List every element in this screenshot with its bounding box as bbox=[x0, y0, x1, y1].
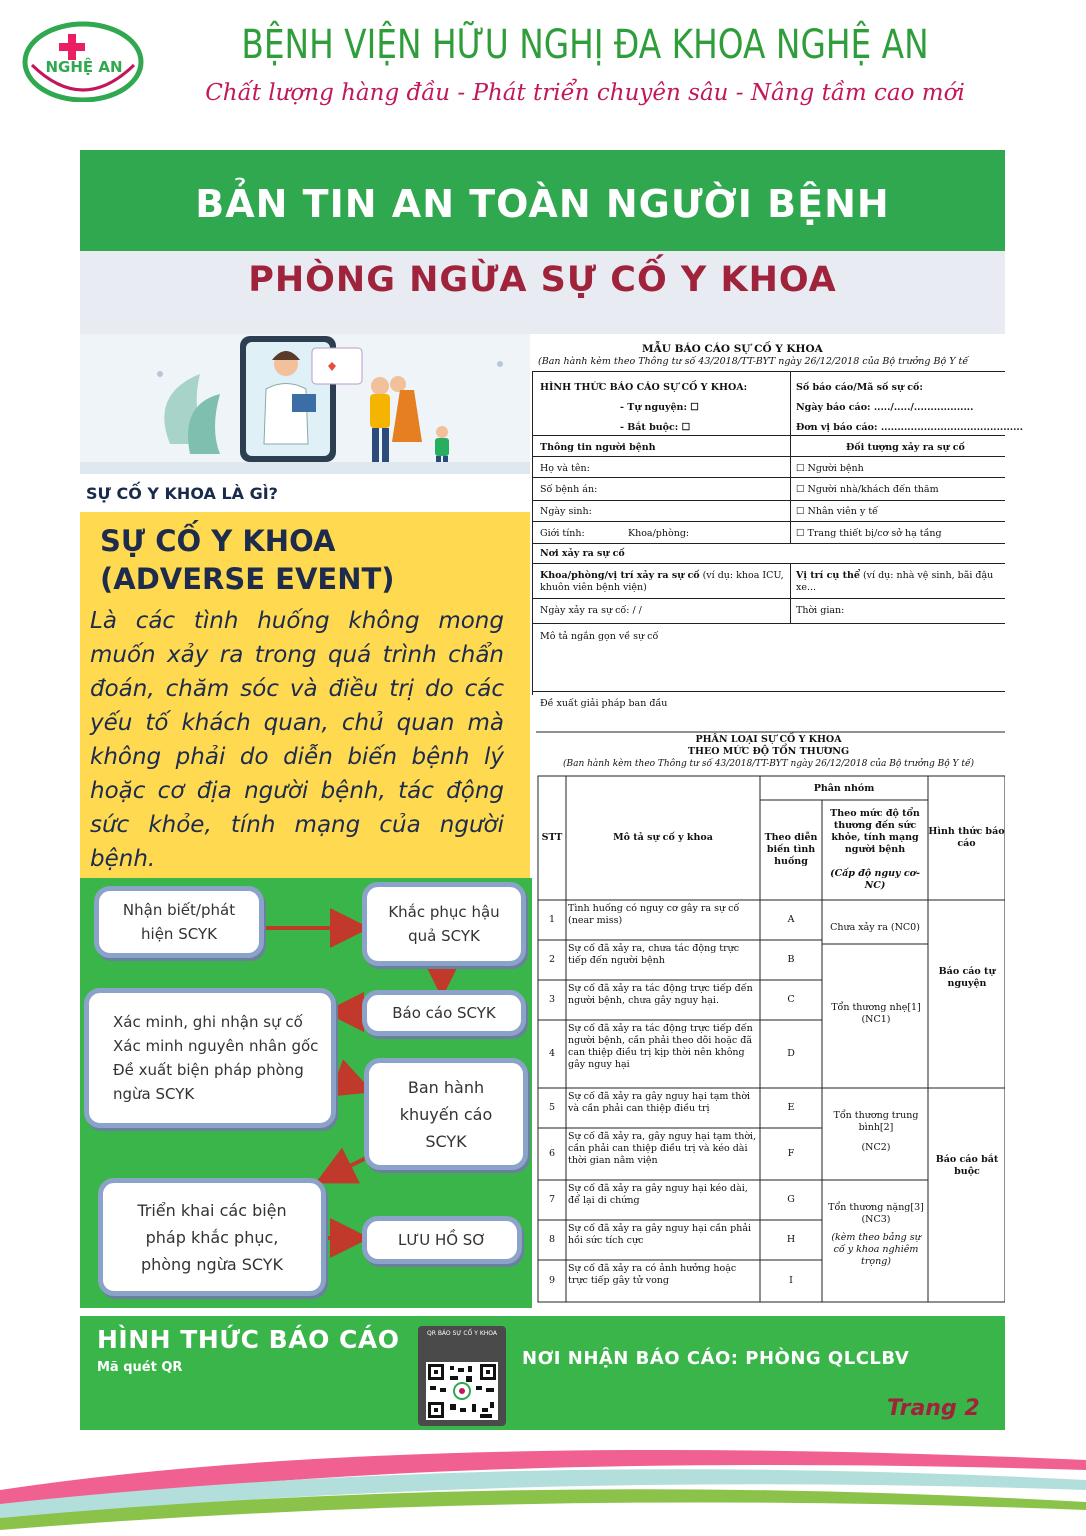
risk-nc1: Tổn thương nhẹ[1] (NC1) bbox=[831, 1002, 921, 1025]
definition-title-line2: (ADVERSE EVENT) bbox=[100, 562, 395, 596]
row-code: F bbox=[787, 1148, 795, 1159]
qr-code[interactable] bbox=[426, 1362, 498, 1420]
row-description: Sự cố đã xảy ra, gây nguy hại tạm thời, cần phải can thiệp điều trị và kéo dài thời gian nằm viện bbox=[568, 1131, 757, 1166]
row-stt: 2 bbox=[548, 954, 556, 965]
report-date-label: Ngày báo cáo: ...../...../.................. bbox=[796, 402, 974, 413]
row-stt: 4 bbox=[548, 1048, 556, 1059]
birth-date-label: Ngày sinh: bbox=[540, 506, 592, 517]
row-description: Tình huống có nguy cơ gây ra sự cố (near miss) bbox=[568, 903, 740, 926]
row-description: Sự cố đã xảy ra tác động trực tiếp đến người bệnh, chưa gây nguy hại. bbox=[568, 983, 753, 1006]
col-description-header: Mô tả sự cố y khoa bbox=[613, 832, 713, 843]
report-number-label: Số báo cáo/Mã số sự cố: bbox=[796, 382, 923, 393]
patient-info-header: Thông tin người bệnh bbox=[540, 442, 656, 453]
risk-nc2-code: (NC2) bbox=[861, 1142, 891, 1153]
flow-step-implement: Triển khai các biện pháp khắc phục, phòng ngừa SCYK bbox=[98, 1178, 326, 1296]
col-report-type-header: Hình thức báo cáo bbox=[928, 826, 1005, 849]
flow-step-detect: Nhận biết/phát hiện SCYK bbox=[94, 886, 264, 958]
qr-caption: QR BÁO SỰ CỐ Y KHOA bbox=[427, 1330, 497, 1337]
row-stt: 6 bbox=[548, 1148, 556, 1159]
party-visitor-checkbox: ☐ Người nhà/khách đến thăm bbox=[796, 484, 939, 495]
gender-label: Giới tính: bbox=[540, 528, 585, 539]
row-code: I bbox=[789, 1275, 793, 1286]
row-stt: 7 bbox=[548, 1194, 556, 1205]
flow-step-verify: Xác minh, ghi nhận sự cố Xác minh nguyên nhân gốc Đề xuất biện pháp phòng ngừa SCYK bbox=[84, 988, 336, 1128]
incident-date-label: Ngày xảy ra sự cố: / / bbox=[540, 605, 642, 616]
bulletin-subtitle: PHÒNG NGỪA SỰ CỐ Y KHOA bbox=[248, 260, 837, 300]
row-description: Sự cố đã xảy ra gây nguy hại tạm thời và cần phải can thiệp điều trị bbox=[568, 1091, 751, 1114]
svg-text:NGHỆ AN: NGHỆ AN bbox=[45, 58, 123, 76]
report-receiver: NƠI NHẬN BÁO CÁO: PHÒNG QLCLBV bbox=[522, 1348, 910, 1369]
row-stt: 5 bbox=[548, 1102, 556, 1113]
bulletin-title: BẢN TIN AN TOÀN NGƯỜI BỆNH bbox=[195, 182, 890, 226]
col-severity-header: Theo mức độ tổn thương đến sức khỏe, tính mạng người bệnh bbox=[830, 808, 920, 855]
party-patient-checkbox: ☐ Người bệnh bbox=[796, 463, 864, 474]
col-group-header: Phân nhóm bbox=[813, 783, 875, 794]
row-code: E bbox=[787, 1102, 795, 1113]
report-voluntary: Báo cáo tự nguyện bbox=[938, 966, 996, 989]
classify-subtitle: (Ban hành kèm theo Thông tư số 43/2018/TT-BYT ngày 26/12/2018 của Bộ trưởng Bộ Y tế) bbox=[562, 759, 975, 769]
hospital-name: BỆNH VIỆN HỮU NGHỊ ĐA KHOA NGHỆ AN bbox=[241, 22, 929, 68]
incident-report-form bbox=[532, 334, 1024, 1308]
form-title: MẪU BÁO CÁO SỰ CỐ Y KHOA bbox=[642, 343, 823, 355]
qr-scan-label: Mã quét QR bbox=[97, 1360, 183, 1375]
incident-location-label: Khoa/phòng/vị trí xảy ra sự cố (ví dụ: khoa ICU, khuôn viên bệnh viện) bbox=[540, 570, 784, 593]
row-code: C bbox=[787, 994, 795, 1005]
voluntary-option: - Tự nguyện: ☐ bbox=[620, 402, 699, 413]
row-code: H bbox=[786, 1234, 796, 1245]
mandatory-option: - Bắt buộc: ☐ bbox=[620, 422, 691, 433]
party-equipment-checkbox: ☐ Trang thiết bị/cơ sở hạ tầng bbox=[796, 528, 942, 539]
page-number: Trang 2 bbox=[887, 1396, 980, 1421]
col-stt-header: STT bbox=[541, 832, 563, 843]
row-description: Sự cố đã xảy ra, chưa tác động trực tiếp đến người bệnh bbox=[568, 943, 740, 966]
row-stt: 1 bbox=[548, 914, 556, 925]
risk-nc0: Chưa xảy ra (NC0) bbox=[830, 922, 920, 933]
flow-step-archive: LƯU HỒ SƠ bbox=[362, 1216, 522, 1264]
telemedicine-illustration bbox=[80, 334, 530, 474]
report-unit-label: Đơn vị báo cáo: ........................................... bbox=[796, 422, 1024, 433]
risk-nc2-label: Tổn thương trung bình[2] bbox=[833, 1110, 919, 1133]
record-number-label: Số bệnh án: bbox=[540, 484, 598, 495]
report-method-title: HÌNH THỨC BÁO CÁO bbox=[97, 1325, 400, 1354]
incident-time-label: Thời gian: bbox=[796, 605, 845, 616]
row-code: B bbox=[787, 954, 795, 965]
reporting-flowchart bbox=[80, 878, 532, 1308]
affected-party-header: Đối tượng xảy ra sự cố bbox=[846, 442, 965, 453]
incident-spot-label: Vị trí cụ thể (ví dụ: nhà vệ sinh, bãi đậu xe... bbox=[796, 570, 994, 593]
hospital-slogan: Chất lượng hàng đầu - Phát triển chuyên sâu - Nâng tầm cao mới bbox=[205, 80, 965, 106]
department-label: Khoa/phòng: bbox=[628, 528, 690, 539]
classify-title-1: PHÂN LOẠI SỰ CỐ Y KHOA bbox=[695, 734, 842, 745]
col-progress-header: Theo diễn biến tình huống bbox=[764, 832, 818, 867]
definition-body: Là các tình huống không mong muốn xảy ra trong quá trình chẩn đoán, chăm sóc và điều trị do các yếu tố khách quan, chủ quan mà không phải do diễn biến bệnh lý hoặc cơ địa người bệnh, tác động sức khỏe, tính mạng của người bệnh. bbox=[90, 608, 504, 872]
risk-nc3: Tổn thương nặng[3] (NC3) bbox=[828, 1202, 924, 1225]
form-subtitle: (Ban hành kèm theo Thông tư số 43/2018/TT-BYT ngày 26/12/2018 của Bộ trưởng Bộ Y tế bbox=[538, 356, 969, 367]
flow-step-remedy: Khắc phục hậu quả SCYK bbox=[362, 882, 526, 966]
hospital-logo bbox=[22, 20, 144, 102]
row-code: A bbox=[787, 914, 795, 925]
incident-description-label: Mô tả ngắn gọn về sự cố bbox=[540, 631, 659, 642]
flow-step-report: Báo cáo SCYK bbox=[362, 990, 526, 1036]
definition-question: SỰ CỐ Y KHOA LÀ GÌ? bbox=[86, 484, 278, 503]
report-mandatory: Báo cáo bắt buộc bbox=[935, 1154, 999, 1177]
report-type-label: HÌNH THỨC BÁO CÁO SỰ CỐ Y KHOA: bbox=[540, 382, 748, 393]
party-staff-checkbox: ☐ Nhân viên y tế bbox=[796, 506, 878, 517]
row-stt: 9 bbox=[548, 1275, 556, 1286]
row-description: Sự cố đã xảy ra có ảnh hưởng hoặc trực tiếp gây tử vong bbox=[568, 1263, 737, 1286]
decorative-swoosh bbox=[0, 1440, 1086, 1536]
incident-place-header: Nơi xảy ra sự cố bbox=[540, 548, 625, 559]
risk-nc3-note: (kèm theo bảng sự cố y khoa nghiêm trọng) bbox=[831, 1232, 921, 1267]
flow-step-recommend: Ban hành khuyến cáo SCYK bbox=[364, 1058, 528, 1170]
row-code: G bbox=[787, 1194, 795, 1205]
definition-title-line1: SỰ CỐ Y KHOA bbox=[100, 524, 336, 558]
row-description: Sự cố đã xảy ra tác động trực tiếp đến người bệnh, cần phải theo dõi hoặc đã can thiệp điều trị kịp thời nên không gây nguy hại bbox=[568, 1023, 753, 1070]
row-stt: 3 bbox=[548, 994, 556, 1005]
initial-solution-label: Đề xuất giải pháp ban đầu bbox=[540, 698, 668, 709]
col-risk-level-header: (Cấp độ nguy cơ-NC) bbox=[830, 868, 920, 891]
row-stt: 8 bbox=[548, 1234, 556, 1245]
classify-title-2: THEO MỨC ĐỘ TỔN THƯƠNG bbox=[687, 746, 850, 757]
row-description: Sự cố đã xảy ra gây nguy hại kéo dài, để lại di chứng bbox=[568, 1183, 748, 1206]
patient-name-label: Họ và tên: bbox=[540, 463, 590, 474]
row-description: Sự cố đã xảy ra gây nguy hại cần phải hồi sức tích cực bbox=[568, 1223, 752, 1246]
definition-title bbox=[100, 522, 520, 598]
row-code: D bbox=[787, 1048, 795, 1059]
